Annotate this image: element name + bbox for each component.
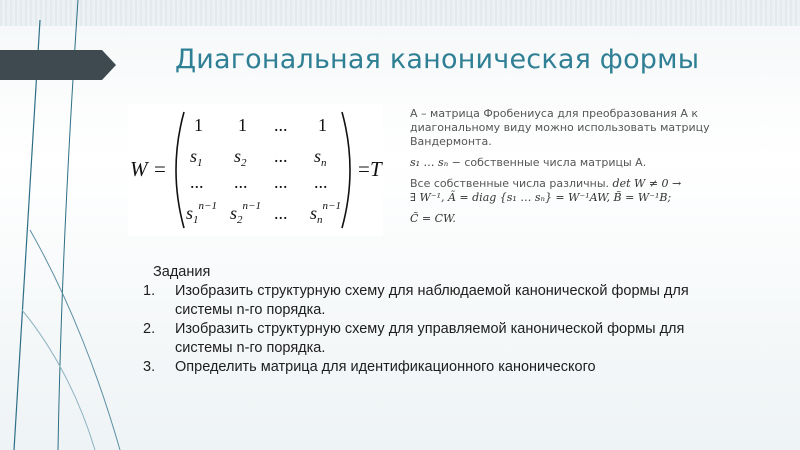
task-item: 2. Изобразить структурную схему для управляемой канонической формы для системы n-го порядка. bbox=[143, 321, 685, 356]
matrix-cell-s2-pow: $s_2^{n-1}$ bbox=[230, 200, 261, 226]
matrix-cell: ... bbox=[274, 146, 288, 166]
vandermonde-matrix bbox=[128, 104, 383, 236]
matrix-equation bbox=[128, 104, 383, 236]
description-line-4: ∃ W⁻¹, Ã = diag {s₁ … sₙ} = W⁻¹AW, B̃ = W⁻¹B; bbox=[410, 191, 672, 204]
slide-title: Диагональная каноническая формы bbox=[175, 44, 700, 75]
matrix-cell-s1-pow: $s_1^{n-1}$ bbox=[186, 200, 217, 226]
tasks-block bbox=[143, 263, 703, 377]
task-item: 1. Изобразить структурную схему для наблюдаемой канонической формы для системы n-го порядка. bbox=[143, 283, 689, 318]
description-line-1: A – матрица Фробениуса для преобразования А к диагональному виду можно использовать матрицу Вандермонта. bbox=[410, 107, 710, 148]
task-item: 3. Определить матрица для идентификационного канонического bbox=[143, 359, 596, 375]
title-accent-bar bbox=[0, 50, 102, 80]
description-line-2: s₁ … sₙ − собственные числа матрицы А. bbox=[410, 156, 647, 169]
matrix-equals-left: = bbox=[154, 157, 166, 181]
matrix-cell-sn-pow: $s_n^{n-1}$ bbox=[310, 200, 341, 226]
matrix-cell-sn: $s_n$ bbox=[314, 146, 327, 169]
matrix-cell: 1 bbox=[238, 115, 247, 135]
matrix-cell-s1: $s_1$ bbox=[190, 146, 203, 169]
matrix-cell: ... bbox=[274, 172, 288, 192]
matrix-left-paren bbox=[176, 112, 184, 228]
title-accent-arrow bbox=[102, 50, 116, 80]
matrix-cell: ... bbox=[234, 172, 248, 192]
matrix-cell: 1 bbox=[194, 115, 203, 135]
matrix-right-paren bbox=[342, 112, 350, 228]
tasks-heading: Задания bbox=[153, 264, 211, 280]
matrix-cell-s2: $s_2$ bbox=[234, 146, 247, 169]
matrix-cell: 1 bbox=[318, 115, 327, 135]
matrix-cell: ... bbox=[274, 115, 288, 135]
description-line-3: Все собственные числа различны. det W ≠ 0 → bbox=[410, 177, 682, 190]
matrix-cell: ... bbox=[314, 172, 328, 192]
matrix-lhs: W bbox=[130, 157, 148, 181]
description-block bbox=[410, 107, 790, 226]
tasks-list bbox=[143, 282, 703, 377]
matrix-cell: ... bbox=[190, 172, 204, 192]
matrix-equals-right: = bbox=[358, 157, 370, 181]
description-line-5: C̃ = CW. bbox=[410, 212, 456, 225]
matrix-rhs: T bbox=[370, 157, 382, 181]
matrix-cell: ... bbox=[274, 203, 288, 223]
